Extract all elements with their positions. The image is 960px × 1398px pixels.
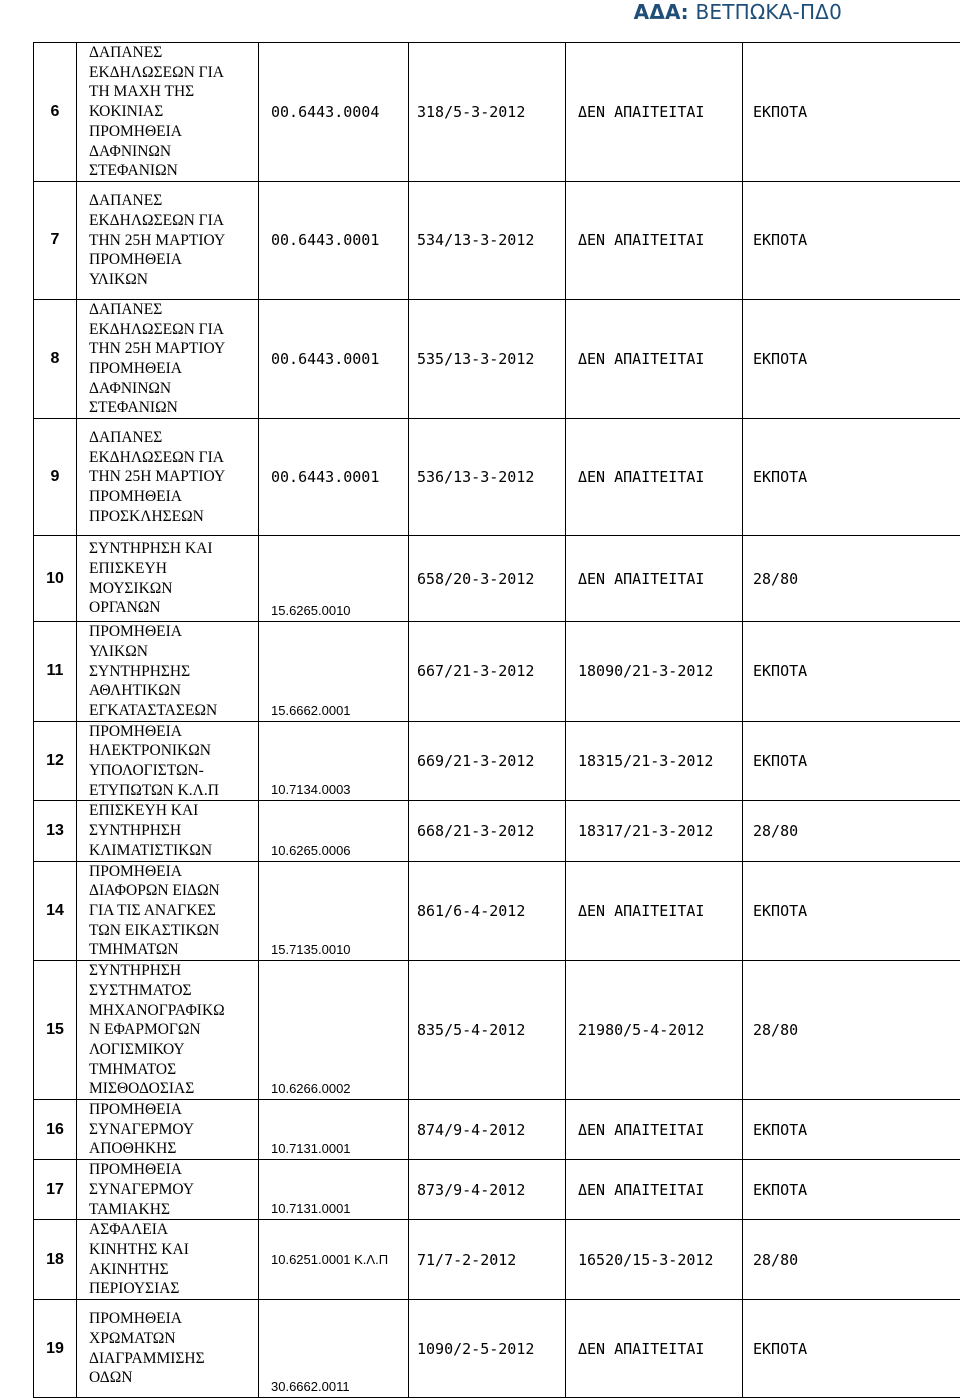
description-line: ΔΙΑΦΟΡΩΝ ΕΙΔΩΝ (89, 881, 258, 901)
budget-code: 10.6251.0001 Κ.Λ.Π (259, 1220, 409, 1300)
status-value: ΕΚΠΟΤΑ (743, 1160, 960, 1220)
table-row (34, 721, 960, 801)
table-row (34, 622, 960, 722)
expense-description (77, 1100, 259, 1160)
description-line: ΣΥΝΤΗΡΗΣΗ ΚΑΙ (89, 539, 258, 559)
description-line: ΥΠΟΛΟΓΙΣΤΩΝ- (89, 761, 258, 781)
ada-code: ΒΕΤΠΩΚΑ-ΠΔ0 (695, 0, 842, 24)
status-value: ΕΚΠΟΤΑ (743, 299, 960, 418)
description-line: ΕΚΔΗΛΩΣΕΩΝ ΓΙΑ (89, 448, 258, 468)
approval-reference: ΔΕΝ ΑΠΑΙΤΕΙΤΑΙ (566, 1100, 743, 1160)
approval-reference: 16520/15-3-2012 (566, 1220, 743, 1300)
table-row (34, 1300, 960, 1398)
budget-code: 10.7131.0001 (259, 1160, 409, 1220)
description-line: ΠΡΟΜΗΘΕΙΑ (89, 622, 258, 642)
status-value: 28/80 (743, 1220, 960, 1300)
expense-description (77, 181, 259, 299)
status-value: ΕΚΠΟΤΑ (743, 43, 960, 182)
description-line: ΑΘΛΗΤΙΚΩΝ (89, 681, 258, 701)
row-number: 17 (34, 1160, 77, 1220)
description-line: ΔΑΠΑΝΕΣ (89, 300, 258, 320)
description-line: ΥΛΙΚΩΝ (89, 270, 258, 290)
description-line: ΔΑΦΝΙΝΩΝ (89, 379, 258, 399)
description-line: ΤΩΝ ΕΙΚΑΣΤΙΚΩΝ (89, 921, 258, 941)
description-line: ΠΡΟΜΗΘΕΙΑ (89, 487, 258, 507)
budget-code: 30.6662.0011 (259, 1300, 409, 1398)
expense-description (77, 622, 259, 722)
description-line: ΔΙΑΓΡΑΜΜΙΣΗΣ (89, 1349, 258, 1369)
description-line: ΣΥΝΤΗΡΗΣΗ (89, 961, 258, 981)
status-value: 28/80 (743, 801, 960, 861)
description-line: ΠΕΡΙΟΥΣΙΑΣ (89, 1279, 258, 1299)
decision-reference: 861/6-4-2012 (409, 861, 566, 961)
status-value: 28/80 (743, 961, 960, 1100)
description-line: ΚΛΙΜΑΤΙΣΤΙΚΩΝ (89, 841, 258, 861)
decision-reference: 667/21-3-2012 (409, 622, 566, 722)
description-line: ΣΥΣΤΗΜΑΤΟΣ (89, 981, 258, 1001)
status-value: ΕΚΠΟΤΑ (743, 419, 960, 536)
approval-reference: ΔΕΝ ΑΠΑΙΤΕΙΤΑΙ (566, 1160, 743, 1220)
budget-code: 10.6266.0002 (259, 961, 409, 1100)
description-line: ΕΓΚΑΤΑΣΤΑΣΕΩΝ (89, 701, 258, 721)
budget-code: 00.6443.0004 (259, 43, 409, 182)
row-number: 11 (34, 622, 77, 722)
decision-reference: 835/5-4-2012 (409, 961, 566, 1100)
expense-description (77, 721, 259, 801)
description-line: ΚΙΝΗΤΗΣ ΚΑΙ (89, 1240, 258, 1260)
description-line: ΤΗ ΜΑΧΗ ΤΗΣ (89, 82, 258, 102)
row-number: 13 (34, 801, 77, 861)
description-line: ΧΡΩΜΑΤΩΝ (89, 1329, 258, 1349)
decision-reference: 668/21-3-2012 (409, 801, 566, 861)
approval-reference: 21980/5-4-2012 (566, 961, 743, 1100)
expense-description (77, 536, 259, 622)
approval-reference: ΔΕΝ ΑΠΑΙΤΕΙΤΑΙ (566, 43, 743, 182)
description-line: ΕΚΔΗΛΩΣΕΩΝ ΓΙΑ (89, 63, 258, 83)
table-row (34, 961, 960, 1100)
approval-reference: ΔΕΝ ΑΠΑΙΤΕΙΤΑΙ (566, 536, 743, 622)
description-line: ΣΤΕΦΑΝΙΩΝ (89, 398, 258, 418)
description-line: ΠΡΟΜΗΘΕΙΑ (89, 1100, 258, 1120)
description-line: ΕΠΙΣΚΕΥΗ (89, 559, 258, 579)
table-row (34, 1160, 960, 1220)
approval-reference: ΔΕΝ ΑΠΑΙΤΕΙΤΑΙ (566, 299, 743, 418)
expense-description (77, 1220, 259, 1300)
expense-description (77, 1160, 259, 1220)
table-row (34, 536, 960, 622)
decision-reference: 1090/2-5-2012 (409, 1300, 566, 1398)
table-row (34, 43, 960, 182)
description-line: ΑΚΙΝΗΤΗΣ (89, 1260, 258, 1280)
decision-reference: 873/9-4-2012 (409, 1160, 566, 1220)
row-number: 9 (34, 419, 77, 536)
row-number: 12 (34, 721, 77, 801)
table-row (34, 861, 960, 961)
table-row (34, 1100, 960, 1160)
description-line: ΠΡΟΜΗΘΕΙΑ (89, 122, 258, 142)
approval-reference: ΔΕΝ ΑΠΑΙΤΕΙΤΑΙ (566, 1300, 743, 1398)
description-line: ΣΥΝΑΓΕΡΜΟΥ (89, 1120, 258, 1140)
approval-reference: 18317/21-3-2012 (566, 801, 743, 861)
row-number: 18 (34, 1220, 77, 1300)
budget-code: 10.7131.0001 (259, 1100, 409, 1160)
description-line: ΠΡΟΜΗΘΕΙΑ (89, 722, 258, 742)
expense-description (77, 43, 259, 182)
description-line: ΣΥΝΤΗΡΗΣΗΣ (89, 662, 258, 682)
budget-code: 00.6443.0001 (259, 419, 409, 536)
description-line: ΔΑΠΑΝΕΣ (89, 191, 258, 211)
approval-reference: ΔΕΝ ΑΠΑΙΤΕΙΤΑΙ (566, 861, 743, 961)
budget-code: 15.6265.0010 (259, 536, 409, 622)
table-row (34, 419, 960, 536)
expense-description (77, 801, 259, 861)
budget-code: 15.7135.0010 (259, 861, 409, 961)
description-line: ΔΑΦΝΙΝΩΝ (89, 142, 258, 162)
ada-label: ΑΔΑ: (634, 0, 689, 24)
description-line: ΟΡΓΑΝΩΝ (89, 598, 258, 618)
expenses-table-body (34, 43, 960, 1398)
row-number: 10 (34, 536, 77, 622)
description-line: ΗΛΕΚΤΡΟΝΙΚΩΝ (89, 741, 258, 761)
status-value: 28/80 (743, 536, 960, 622)
status-value: ΕΚΠΟΤΑ (743, 861, 960, 961)
decision-reference: 71/7-2-2012 (409, 1220, 566, 1300)
expenses-table (33, 42, 960, 1398)
approval-reference: ΔΕΝ ΑΠΑΙΤΕΙΤΑΙ (566, 181, 743, 299)
description-line: ΚΟΚΙΝΙΑΣ (89, 102, 258, 122)
expense-description (77, 961, 259, 1100)
row-number: 8 (34, 299, 77, 418)
row-number: 14 (34, 861, 77, 961)
description-line: ΣΤΕΦΑΝΙΩΝ (89, 161, 258, 181)
row-number: 7 (34, 181, 77, 299)
description-line: ΠΡΟΜΗΘΕΙΑ (89, 359, 258, 379)
approval-reference: ΔΕΝ ΑΠΑΙΤΕΙΤΑΙ (566, 419, 743, 536)
description-line: ΜΗΧΑΝΟΓΡΑΦΙΚΩ (89, 1001, 258, 1021)
document-ada-header (634, 0, 842, 24)
row-number: 16 (34, 1100, 77, 1160)
row-number: 6 (34, 43, 77, 182)
row-number: 19 (34, 1300, 77, 1398)
table-row (34, 801, 960, 861)
table-row (34, 1220, 960, 1300)
description-line: ΣΥΝΑΓΕΡΜΟΥ (89, 1180, 258, 1200)
approval-reference: 18090/21-3-2012 (566, 622, 743, 722)
description-line: ΤΗΝ 25Η ΜΑΡΤΙΟΥ (89, 231, 258, 251)
description-line: ΣΥΝΤΗΡΗΣΗ (89, 821, 258, 841)
budget-code: 00.6443.0001 (259, 299, 409, 418)
status-value: ΕΚΠΟΤΑ (743, 1300, 960, 1398)
description-line: ΔΑΠΑΝΕΣ (89, 428, 258, 448)
description-line: ΔΑΠΑΝΕΣ (89, 43, 258, 63)
description-line: ΜΟΥΣΙΚΩΝ (89, 579, 258, 599)
description-line: ΠΡΟΜΗΘΕΙΑ (89, 1309, 258, 1329)
description-line: ΕΚΔΗΛΩΣΕΩΝ ΓΙΑ (89, 320, 258, 340)
budget-code: 10.6265.0006 (259, 801, 409, 861)
status-value: ΕΚΠΟΤΑ (743, 721, 960, 801)
description-line: Ν ΕΦΑΡΜΟΓΩΝ (89, 1020, 258, 1040)
budget-code: 15.6662.0001 (259, 622, 409, 722)
expense-description (77, 1300, 259, 1398)
description-line: ΤΜΗΜΑΤΟΣ (89, 1060, 258, 1080)
status-value: ΕΚΠΟΤΑ (743, 622, 960, 722)
table-row (34, 181, 960, 299)
description-line: ΤΑΜΙΑΚΗΣ (89, 1200, 258, 1220)
description-line: ΜΙΣΘΟΔΟΣΙΑΣ (89, 1079, 258, 1099)
description-line: ΥΛΙΚΩΝ (89, 642, 258, 662)
expense-description (77, 419, 259, 536)
description-line: ΕΠΙΣΚΕΥΗ ΚΑΙ (89, 801, 258, 821)
status-value: ΕΚΠΟΤΑ (743, 1100, 960, 1160)
decision-reference: 536/13-3-2012 (409, 419, 566, 536)
decision-reference: 669/21-3-2012 (409, 721, 566, 801)
description-line: ΑΠΟΘΗΚΗΣ (89, 1139, 258, 1159)
description-line: ΟΔΩΝ (89, 1368, 258, 1388)
description-line: ΕΚΔΗΛΩΣΕΩΝ ΓΙΑ (89, 211, 258, 231)
row-number: 15 (34, 961, 77, 1100)
budget-code: 00.6443.0001 (259, 181, 409, 299)
table-row (34, 299, 960, 418)
status-value: ΕΚΠΟΤΑ (743, 181, 960, 299)
decision-reference: 535/13-3-2012 (409, 299, 566, 418)
decision-reference: 318/5-3-2012 (409, 43, 566, 182)
description-line: ΑΣΦΑΛΕΙΑ (89, 1220, 258, 1240)
description-line: ΤΗΝ 25Η ΜΑΡΤΙΟΥ (89, 467, 258, 487)
description-line: ΠΡΟΜΗΘΕΙΑ (89, 1160, 258, 1180)
description-line: ΠΡΟΜΗΘΕΙΑ (89, 250, 258, 270)
decision-reference: 658/20-3-2012 (409, 536, 566, 622)
description-line: ΓΙΑ ΤΙΣ ΑΝΑΓΚΕΣ (89, 901, 258, 921)
decision-reference: 874/9-4-2012 (409, 1100, 566, 1160)
description-line: ΛΟΓΙΣΜΙΚΟΥ (89, 1040, 258, 1060)
description-line: ΠΡΟΜΗΘΕΙΑ (89, 862, 258, 882)
description-line: ΤΗΝ 25Η ΜΑΡΤΙΟΥ (89, 339, 258, 359)
description-line: ΤΜΗΜΑΤΩΝ (89, 940, 258, 960)
expense-description (77, 861, 259, 961)
decision-reference: 534/13-3-2012 (409, 181, 566, 299)
expense-description (77, 299, 259, 418)
description-line: ΕΤΥΠΩΤΩΝ Κ.Λ.Π (89, 781, 258, 801)
budget-code: 10.7134.0003 (259, 721, 409, 801)
description-line: ΠΡΟΣΚΛΗΣΕΩΝ (89, 507, 258, 527)
approval-reference: 18315/21-3-2012 (566, 721, 743, 801)
